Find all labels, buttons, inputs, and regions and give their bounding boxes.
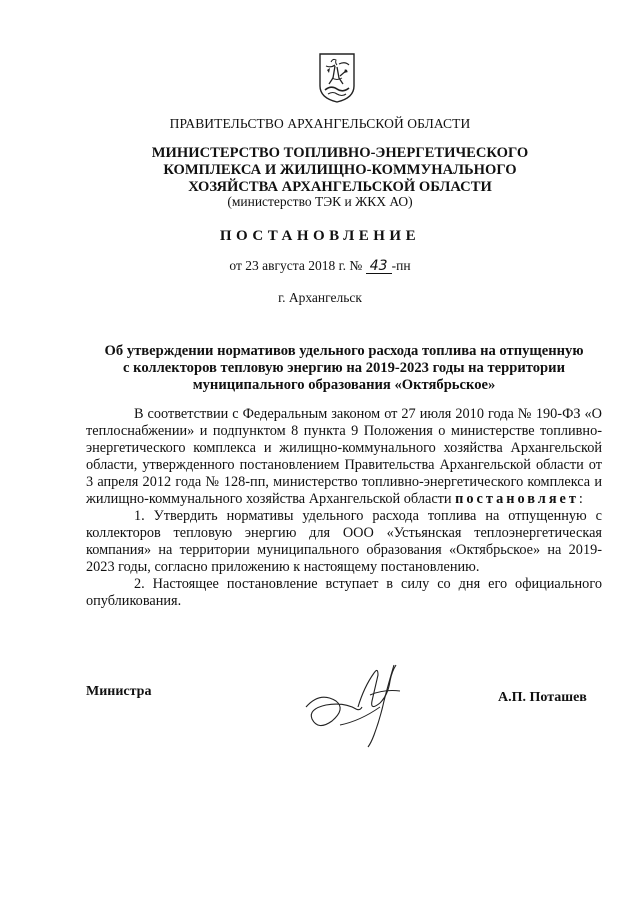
ministry-line-2: КОМПЛЕКСА И ЖИЛИЩНО-КОММУНАЛЬНОГО xyxy=(163,162,517,178)
signer-position: Министра xyxy=(86,684,152,699)
decree-colon: : xyxy=(578,491,583,507)
item-2: 2. Настоящее постановление вступает в силу со дня его официального опубликования. xyxy=(86,576,602,609)
date-prefix: от 23 августа 2018 г. № xyxy=(229,258,363,273)
ministry-name xyxy=(110,145,570,196)
preamble-paragraph xyxy=(86,406,602,508)
subject-line-1: Об утверждении нормативов удельного расхода топлива на отпущенную xyxy=(104,343,584,359)
subject-title xyxy=(86,343,602,394)
preamble-text: В соответствии с Федеральным законом от 27 июля 2010 года № 190-ФЗ «О теплоснабжении» и подпунктом 8 пункта 9 Положения о министерстве топливно-энергетического комплекса и жилищно-коммунального хозяйства Архангельской области, утвержденного постановлением Правительства Архангельской области от 3 апреля 2012 года № 128-пп, министерство топливно-энергетического комплекса и жилищно-коммунального хозяйства Архангельской области xyxy=(86,406,602,507)
signer-name: А.П. Поташев xyxy=(498,690,587,705)
city: г. Архангельск xyxy=(278,290,362,305)
subject-line-2: с коллекторов тепловую энергию на 2019-2023 годы на территории xyxy=(122,360,565,376)
document-body xyxy=(86,406,602,610)
subject-line-3: муниципального образования «Октябрьское» xyxy=(192,377,496,393)
coat-of-arms-icon xyxy=(318,52,356,104)
ministry-line-1: МИНИСТЕРСТВО ТОПЛИВНО-ЭНЕРГЕТИЧЕСКОГО xyxy=(151,145,529,161)
ministry-line-3: ХОЗЯЙСТВА АРХАНГЕЛЬСКОЙ ОБЛАСТИ xyxy=(188,179,492,195)
document-type: ПОСТАНОВЛЕНИЕ xyxy=(219,228,421,244)
decree-word: постановляет xyxy=(455,491,579,507)
ministry-abbreviation: (министерство ТЭК и ЖКХ АО) xyxy=(227,194,413,209)
item-1: 1. Утвердить нормативы удельного расхода топлива на отпущенную с коллекторов тепловую энергию для ООО «Устьянская теплоэнергетическая компания» на территории муниципального образования «Октябрьское» на 2019-2023 годы, согласно приложению к настоящему постановлению. xyxy=(86,508,602,575)
document-number: 43 xyxy=(366,259,392,274)
government-name: ПРАВИТЕЛЬСТВО АРХАНГЕЛЬСКОЙ ОБЛАСТИ xyxy=(169,116,471,131)
date-line xyxy=(0,258,640,274)
handwritten-signature xyxy=(300,655,415,750)
number-suffix: -пн xyxy=(391,258,411,273)
